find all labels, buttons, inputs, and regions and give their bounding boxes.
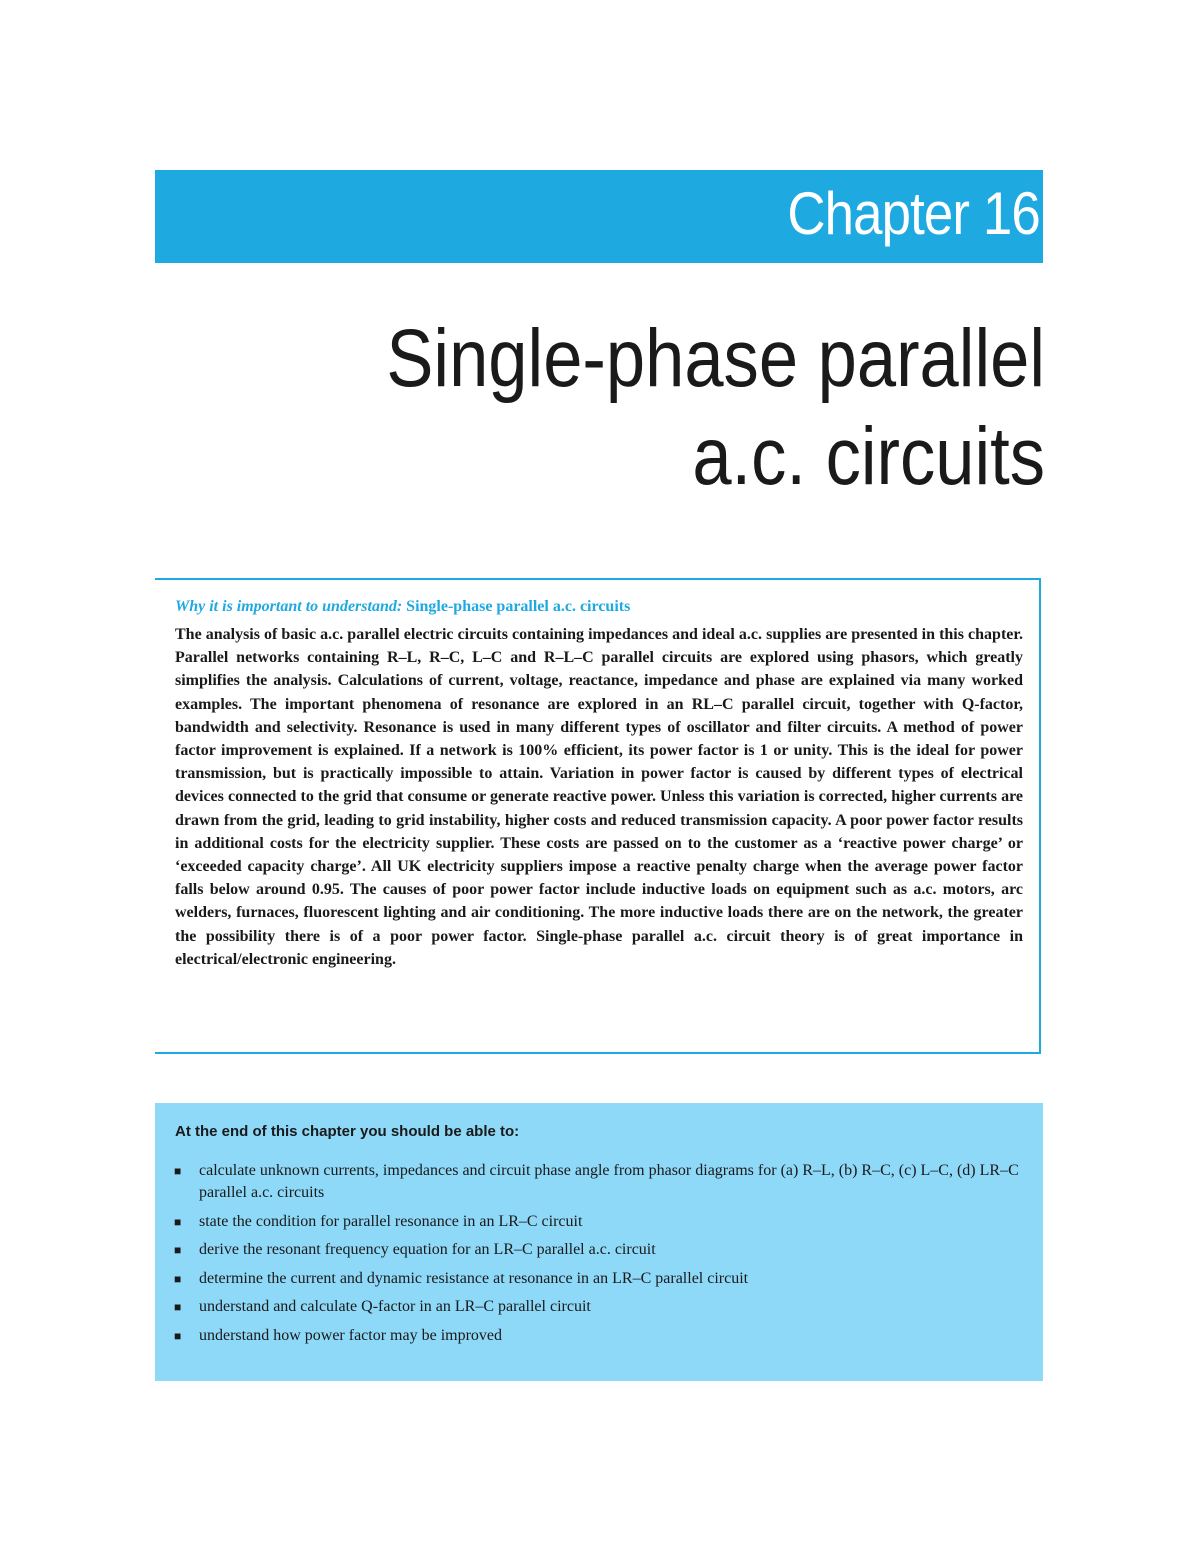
bullet-icon: ■ [174, 1214, 182, 1229]
objective-text: derive the resonant frequency equation for an LR–C parallel a.c. circuit [199, 1241, 656, 1258]
objective-item [173, 1325, 1023, 1347]
objective-text: state the condition for parallel resonance in an LR–C circuit [199, 1212, 583, 1230]
why-important-body: The analysis of basic a.c. parallel electric circuits containing impedances and ideal a.c. supplies are presented in this chapter. Parallel networks containing R–L, R–C, L–C and R–L–C parallel circuits are explored using phasors, which greatly simplifies the analysis. Calculations of current, voltage, reactance, impedance and phase are explained via many worked examples. The important phenomena of resonance are explored in an RL–C parallel circuit, together with Q-factor, bandwidth and selectivity. Resonance is used in many different types of oscillator and filter circuits. A method of power factor improvement is explained. If a network is 100% efficient, its power factor is 1 or unity. This is the ideal for power transmission, but is practically impossible to attain. Variation in power factor is caused by different types of electrical devices connected to the grid that consume or generate reactive power. Unless this variation is corrected, higher currents are drawn from the grid, leading to grid instability, higher costs and reduced transmission capacity. A poor power factor results in additional costs for the electricity supplier. These costs are passed on to the customer as a ‘reactive power charge’ or ‘exceeded capacity charge’. All UK electricity suppliers impose a reactive penalty charge when the average power factor falls below around 0.95. The causes of poor power factor include inductive loads on equipment such as a.c. motors, arc welders, furnaces, fluorescent lighting and air conditioning. The more inductive loads there are on the network, the greater the possibility there is of a poor power factor. Single-phase parallel a.c. circuit theory is of great importance in electrical/electronic engineering. [175, 626, 1023, 968]
bullet-icon: ■ [174, 1243, 182, 1257]
objective-item [173, 1239, 1023, 1261]
learning-objectives-list [173, 1160, 1023, 1353]
bullet-icon: ■ [174, 1328, 182, 1343]
why-important-heading [175, 598, 630, 616]
bullet-icon: ■ [174, 1164, 182, 1178]
objective-item [173, 1160, 1023, 1204]
why-important-box [155, 578, 1041, 1054]
learning-objectives-heading: At the end of this chapter you should be able to: [175, 1123, 520, 1140]
objective-text: determine the current and dynamic resistance at resonance in an LR–C parallel circuit [199, 1269, 749, 1287]
chapter-number: Chapter 16 [787, 180, 1040, 247]
bullet-icon: ■ [174, 1300, 182, 1314]
why-important-heading-italic: Why it is important to understand: [175, 598, 403, 615]
objective-item [173, 1268, 1023, 1290]
chapter-title-line-2: a.c. circuits [692, 411, 1045, 502]
objective-text: understand and calculate Q-factor in an LR–C parallel circuit [199, 1298, 591, 1315]
objective-text: understand how power factor may be improved [199, 1326, 503, 1344]
chapter-title-line-1: Single-phase parallel [386, 313, 1045, 404]
why-important-heading-topic: Single-phase parallel a.c. circuits [402, 598, 631, 615]
chapter-title [245, 310, 1045, 506]
chapter-banner [155, 170, 1043, 263]
objective-item [173, 1296, 1023, 1318]
learning-objectives-box [155, 1103, 1043, 1381]
objective-item [173, 1211, 1023, 1233]
objective-text: calculate unknown currents, impedances and circuit phase angle from phasor diagrams for (a) R–L, (b) R–C, (c) L–C, (d) LR–C parallel a.c. circuits [199, 1162, 1019, 1201]
bullet-icon: ■ [174, 1271, 182, 1286]
